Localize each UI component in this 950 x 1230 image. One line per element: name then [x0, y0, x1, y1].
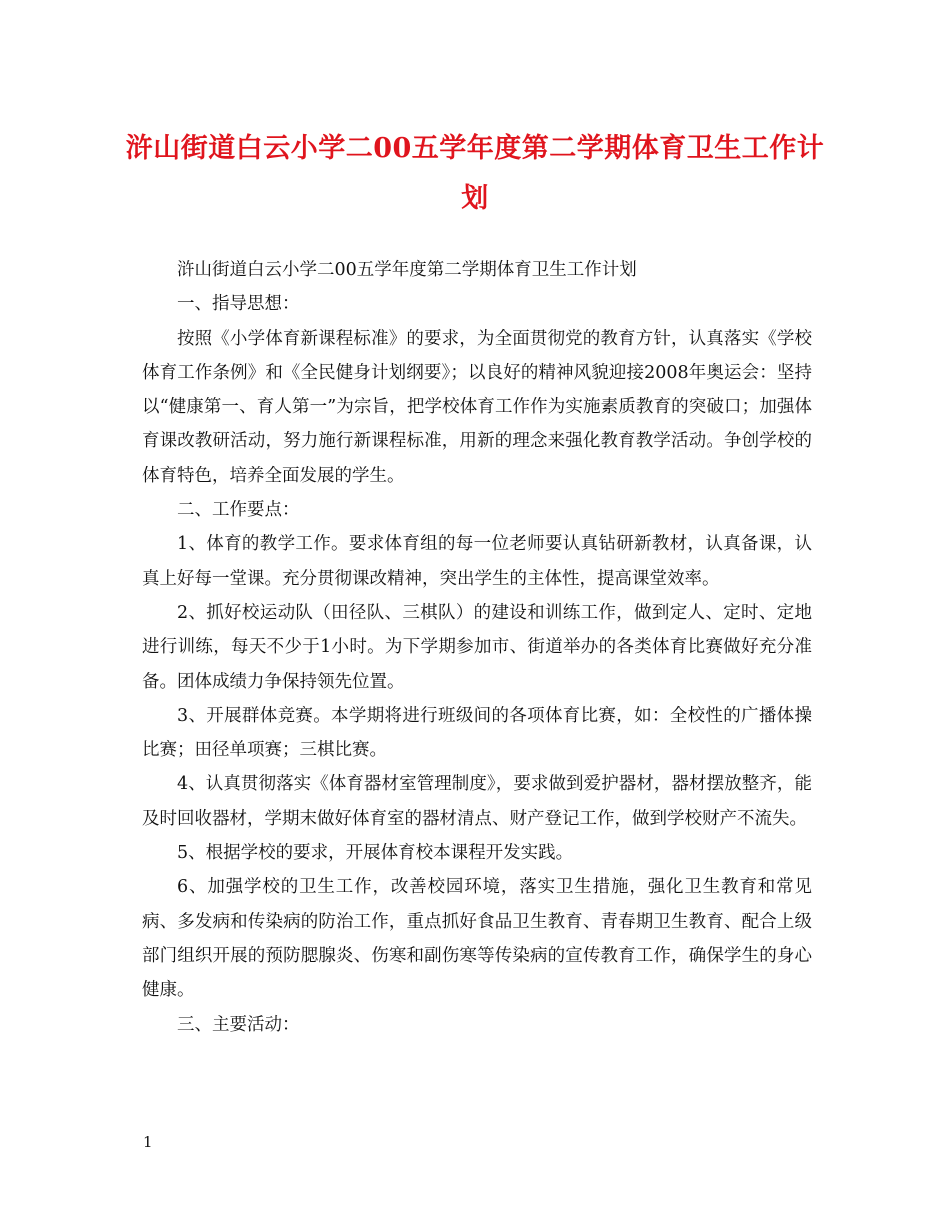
document-body: [142, 253, 812, 1042]
body-paragraph: 2、抓好校运动队（田径队、三棋队）的建设和训练工作，做到定人、定时、定地进行训练，每天不少于1小时。为下学期参加市、街道举办的各类体育比赛做好充分准备。团体成绩力争保持领先位置。: [142, 602, 812, 692]
document-title: 浒山街道白云小学二00五学年度第二学期体育卫生工作计划: [125, 133, 825, 214]
body-paragraph: 按照《小学体育新课程标准》的要求，为全面贯彻党的教育方针，认真落实《学校体育工作条例》和《全民健身计划纲要》；以良好的精神风貌迎接2008年奥运会：坚持以“健康第一、育人第一”为宗旨，把学校体育工作作为实施素质教育的突破口；加强体育课改教研活动，努力施行新课程标准，用新的理念来强化教育教学活动。争创学校的体育特色，培养全面发展的学生。: [142, 328, 812, 486]
page-number: 1: [143, 1133, 153, 1151]
body-paragraph: 5、根据学校的要求，开展体育校本课程开发实践。: [177, 843, 574, 864]
section-heading-work-points: 二、工作要点：: [177, 500, 300, 521]
body-paragraph: 浒山街道白云小学二00五学年度第二学期体育卫生工作计划: [177, 260, 637, 280]
body-paragraph: 1、体育的教学工作。要求体育组的每一位老师要认真钻研新教材，认真备课，认真上好每一堂课。充分贯彻课改精神，突出学生的主体性，提高课堂效率。: [142, 534, 812, 589]
body-paragraph: 4、认真贯彻落实《体育器材室管理制度》，要求做到爱护器材，器材摆放整齐，能及时回收器材，学期末做好体育室的器材清点、财产登记工作，做到学校财产不流失。: [142, 774, 812, 829]
section-heading-guiding-ideology: 一、指导思想：: [177, 294, 300, 315]
body-paragraph: 6、加强学校的卫生工作，改善校园环境，落实卫生措施，强化卫生教育和常见病、多发病和传染病的防治工作，重点抓好食品卫生教育、青春期卫生教育、配合上级部门组织开展的预防腮腺炎、伤寒和副伤寒等传染病的宣传教育工作，确保学生的身心健康。: [142, 877, 812, 1001]
body-paragraph: 3、开展群体竞赛。本学期将进行班级间的各项体育比赛，如：全校性的广播体操比赛；田径单项赛；三棋比赛。: [142, 705, 812, 761]
section-heading-main-activities: 三、主要活动：: [177, 1014, 300, 1035]
